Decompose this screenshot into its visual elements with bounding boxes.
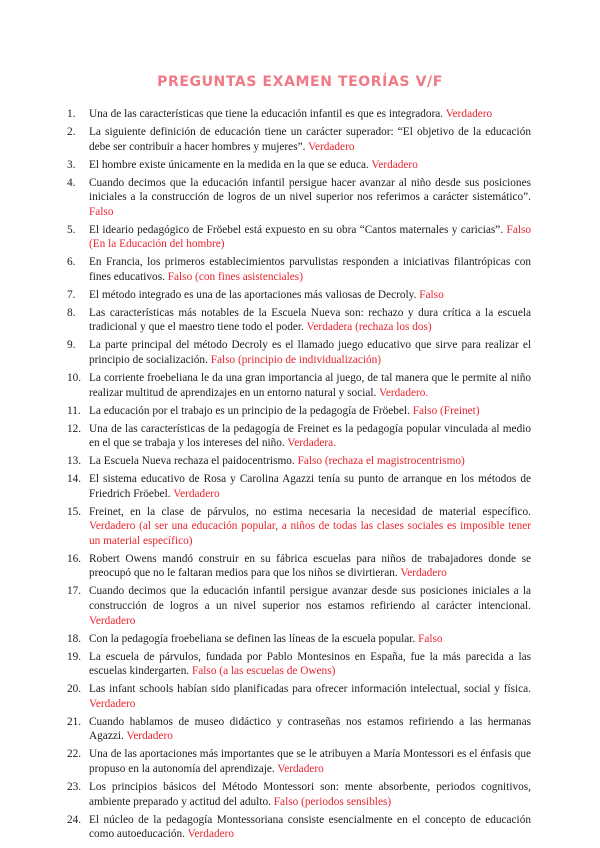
question-answer: Verdadero [173, 487, 220, 500]
question-item [67, 255, 531, 284]
question-answer: Falso [419, 288, 444, 301]
question-number: 22. [67, 748, 82, 761]
question-item [67, 715, 531, 744]
question-text: Una de las características de la pedagogía de Freinet es la pedagogía popular vinculada al medio en el que se trabaja y los intereses del niño. [89, 422, 531, 450]
question-text: El sistema educativo de Rosa y Carolina Agazzi tenía su punto de arranque en los métodos de Friedrich Fröebel. [89, 473, 531, 500]
question-number: 9. [67, 339, 76, 352]
question-answer: Falso (periodos sensibles) [273, 795, 392, 808]
question-text: La siguiente definición de educación tiene un carácter superador: “El objetivo de la educación debe ser contribuir a hacer hombres y mujeres”. [89, 125, 531, 153]
question-number: 23. [67, 780, 82, 793]
question-answer: Verdadero (al ser una educación popular, a niños de todas las clases sociales es imposible tener un material específico) [89, 520, 531, 547]
question-list [67, 107, 532, 845]
question-item [67, 404, 531, 419]
question-number: 6. [67, 256, 76, 269]
question-answer: Verdadero [371, 158, 418, 171]
question-text: El hombre existe únicamente en la medida en la que se educa. [89, 158, 369, 171]
question-answer: Verdadero [126, 730, 173, 743]
question-text: El núcleo de la pedagogía Montessoriana consiste esencialmente en el concepto de educación como autoeducación. [89, 813, 531, 841]
question-number: 18. [67, 632, 82, 645]
question-number: 14. [67, 473, 82, 486]
question-item [67, 422, 531, 451]
question-number: 3. [67, 158, 76, 171]
question-item [67, 584, 531, 628]
question-number: 21. [67, 715, 82, 728]
question-answer: Verdadero [445, 108, 493, 120]
question-number: 24. [67, 813, 82, 826]
question-number: 19. [67, 650, 82, 663]
question-text: Cuando decimos que la educación infantil persigue hacer avanzar al niño desde sus posiciones iniciales a la construcción de logros de un nivel superior nos referimos a carácter sistemático”. [89, 176, 531, 204]
question-item [67, 107, 531, 122]
question-item [67, 288, 531, 303]
question-answer: Verdadero [277, 762, 324, 775]
question-answer: Falso (rechaza el magistrocentrismo) [297, 455, 465, 468]
question-text: La parte principal del método Decroly es el llamado juego educativo que sirve para realizar el principio de socialización. [89, 339, 531, 367]
question-text: La educación por el trabajo es un principio de la pedagogía de Fröebel. [89, 404, 410, 417]
question-number: 12. [67, 422, 82, 435]
question-number: 8. [67, 306, 76, 319]
question-number: 11. [67, 404, 81, 417]
question-answer: Falso (Freinet) [412, 404, 480, 417]
question-item [67, 682, 531, 711]
question-answer: Falso [418, 632, 443, 645]
question-answer: Verdadero. [378, 386, 429, 399]
question-item [67, 223, 532, 252]
question-item [67, 125, 531, 154]
question-number: 15. [67, 505, 82, 518]
question-text: Cuando decimos que la educación infantil persigue avanzar desde sus posiciones iniciales a la construcción de logros a un nivel superior nos estamos refiriendo al carácter intencional. [89, 585, 531, 613]
question-answer: Verdadero [308, 140, 355, 153]
question-text: Cuando hablamos de museo didáctico y contraseñas nos estamos refiriendo a las hermanas Agazzi. [89, 715, 531, 743]
question-answer: Verdadera. [287, 437, 336, 450]
question-text: La escuela de párvulos, fundada por Pablo Montesinos en España, fue la más parecida a las escuelas kindergarten. [89, 650, 531, 678]
question-answer: Verdadero [400, 567, 447, 580]
question-text: En Francia, los primeros establecimientos parvulistas responden a iniciativas filantrópicas con fines educativos. [89, 256, 531, 283]
question-number: 10. [67, 372, 82, 385]
question-item [67, 472, 531, 501]
question-item [67, 813, 531, 842]
question-text: Los principios básicos del Método Montessori son: mente absorbente, periodos cognitivos, ambiente preparado y actitud del adulto. [89, 780, 531, 808]
question-text: Una de las aportaciones más importantes que se le atribuyen a María Montessori es el énfasis que propuso en la autonomía del aprendizaje. [89, 748, 531, 775]
question-item [67, 306, 531, 335]
question-number: 7. [67, 288, 76, 301]
question-number: 5. [67, 223, 76, 236]
question-item [67, 454, 531, 469]
question-item [67, 632, 531, 647]
question-item [67, 650, 531, 679]
question-item [67, 780, 531, 809]
question-text: Con la pedagogía froebeliana se definen las líneas de la escuela popular. [89, 632, 416, 645]
question-number: 4. [67, 176, 76, 189]
question-number: 20. [67, 683, 82, 696]
question-text: El método integrado es una de las aportaciones más valiosas de Decroly. [89, 288, 417, 301]
question-item [67, 552, 531, 581]
question-item [67, 505, 531, 549]
question-text: Una de las características que tiene la educación infantil es que es integradora. [89, 108, 444, 120]
question-number: 13. [67, 455, 82, 468]
question-item [67, 176, 531, 220]
question-answer: Falso (principio de individualización) [210, 354, 382, 367]
question-number: 16. [67, 552, 82, 565]
question-number: 1. [67, 108, 76, 120]
question-answer: Falso (En la Educación del hombre) [89, 223, 532, 251]
question-item [67, 338, 531, 367]
question-answer: Verdadero [89, 697, 136, 710]
question-item [67, 747, 531, 776]
question-text: Freinet, en la clase de párvulos, no estima necesaria la necesidad de material específico. [89, 505, 531, 518]
question-text: El ideario pedagógico de Fröebel está expuesto en su obra “Cantos maternales y caricias”. [89, 223, 504, 236]
question-answer: Falso [89, 205, 114, 218]
question-number: 2. [67, 125, 76, 138]
question-text: Robert Owens mandó construir en su fábrica escuelas para niños de trabajadores donde se preocupó que no le faltaran medios para que los niños se divirtieran. [89, 552, 531, 580]
document-title: PREGUNTAS EXAMEN TEORÍAS V/F [157, 74, 443, 90]
question-text: Las características más notables de la Escuela Nueva son: rechazo y dura crítica a la escuela tradicional y que el maestro tiene todo el poder. [89, 306, 531, 334]
question-item [67, 158, 531, 173]
question-answer: Falso (con fines asistenciales) [167, 270, 303, 283]
question-answer: Verdadera (rechaza los dos) [306, 321, 432, 334]
question-text: La corriente froebeliana le da una gran importancia al juego, de tal manera que le permite al niño realizar multitud de aprendizajes en un entorno natural y social. [89, 372, 531, 399]
question-answer: Falso (a las escuelas de Owens) [192, 665, 336, 678]
question-answer: Verdadero [187, 828, 235, 841]
question-number: 17. [67, 585, 82, 598]
question-answer: Verdadero [89, 614, 136, 627]
question-text: La Escuela Nueva rechaza el paidocentrismo. [89, 455, 295, 468]
question-item [67, 371, 531, 400]
question-text: Las infant schools habían sido planificadas para ofrecer información intelectual, social y física. [89, 683, 531, 696]
